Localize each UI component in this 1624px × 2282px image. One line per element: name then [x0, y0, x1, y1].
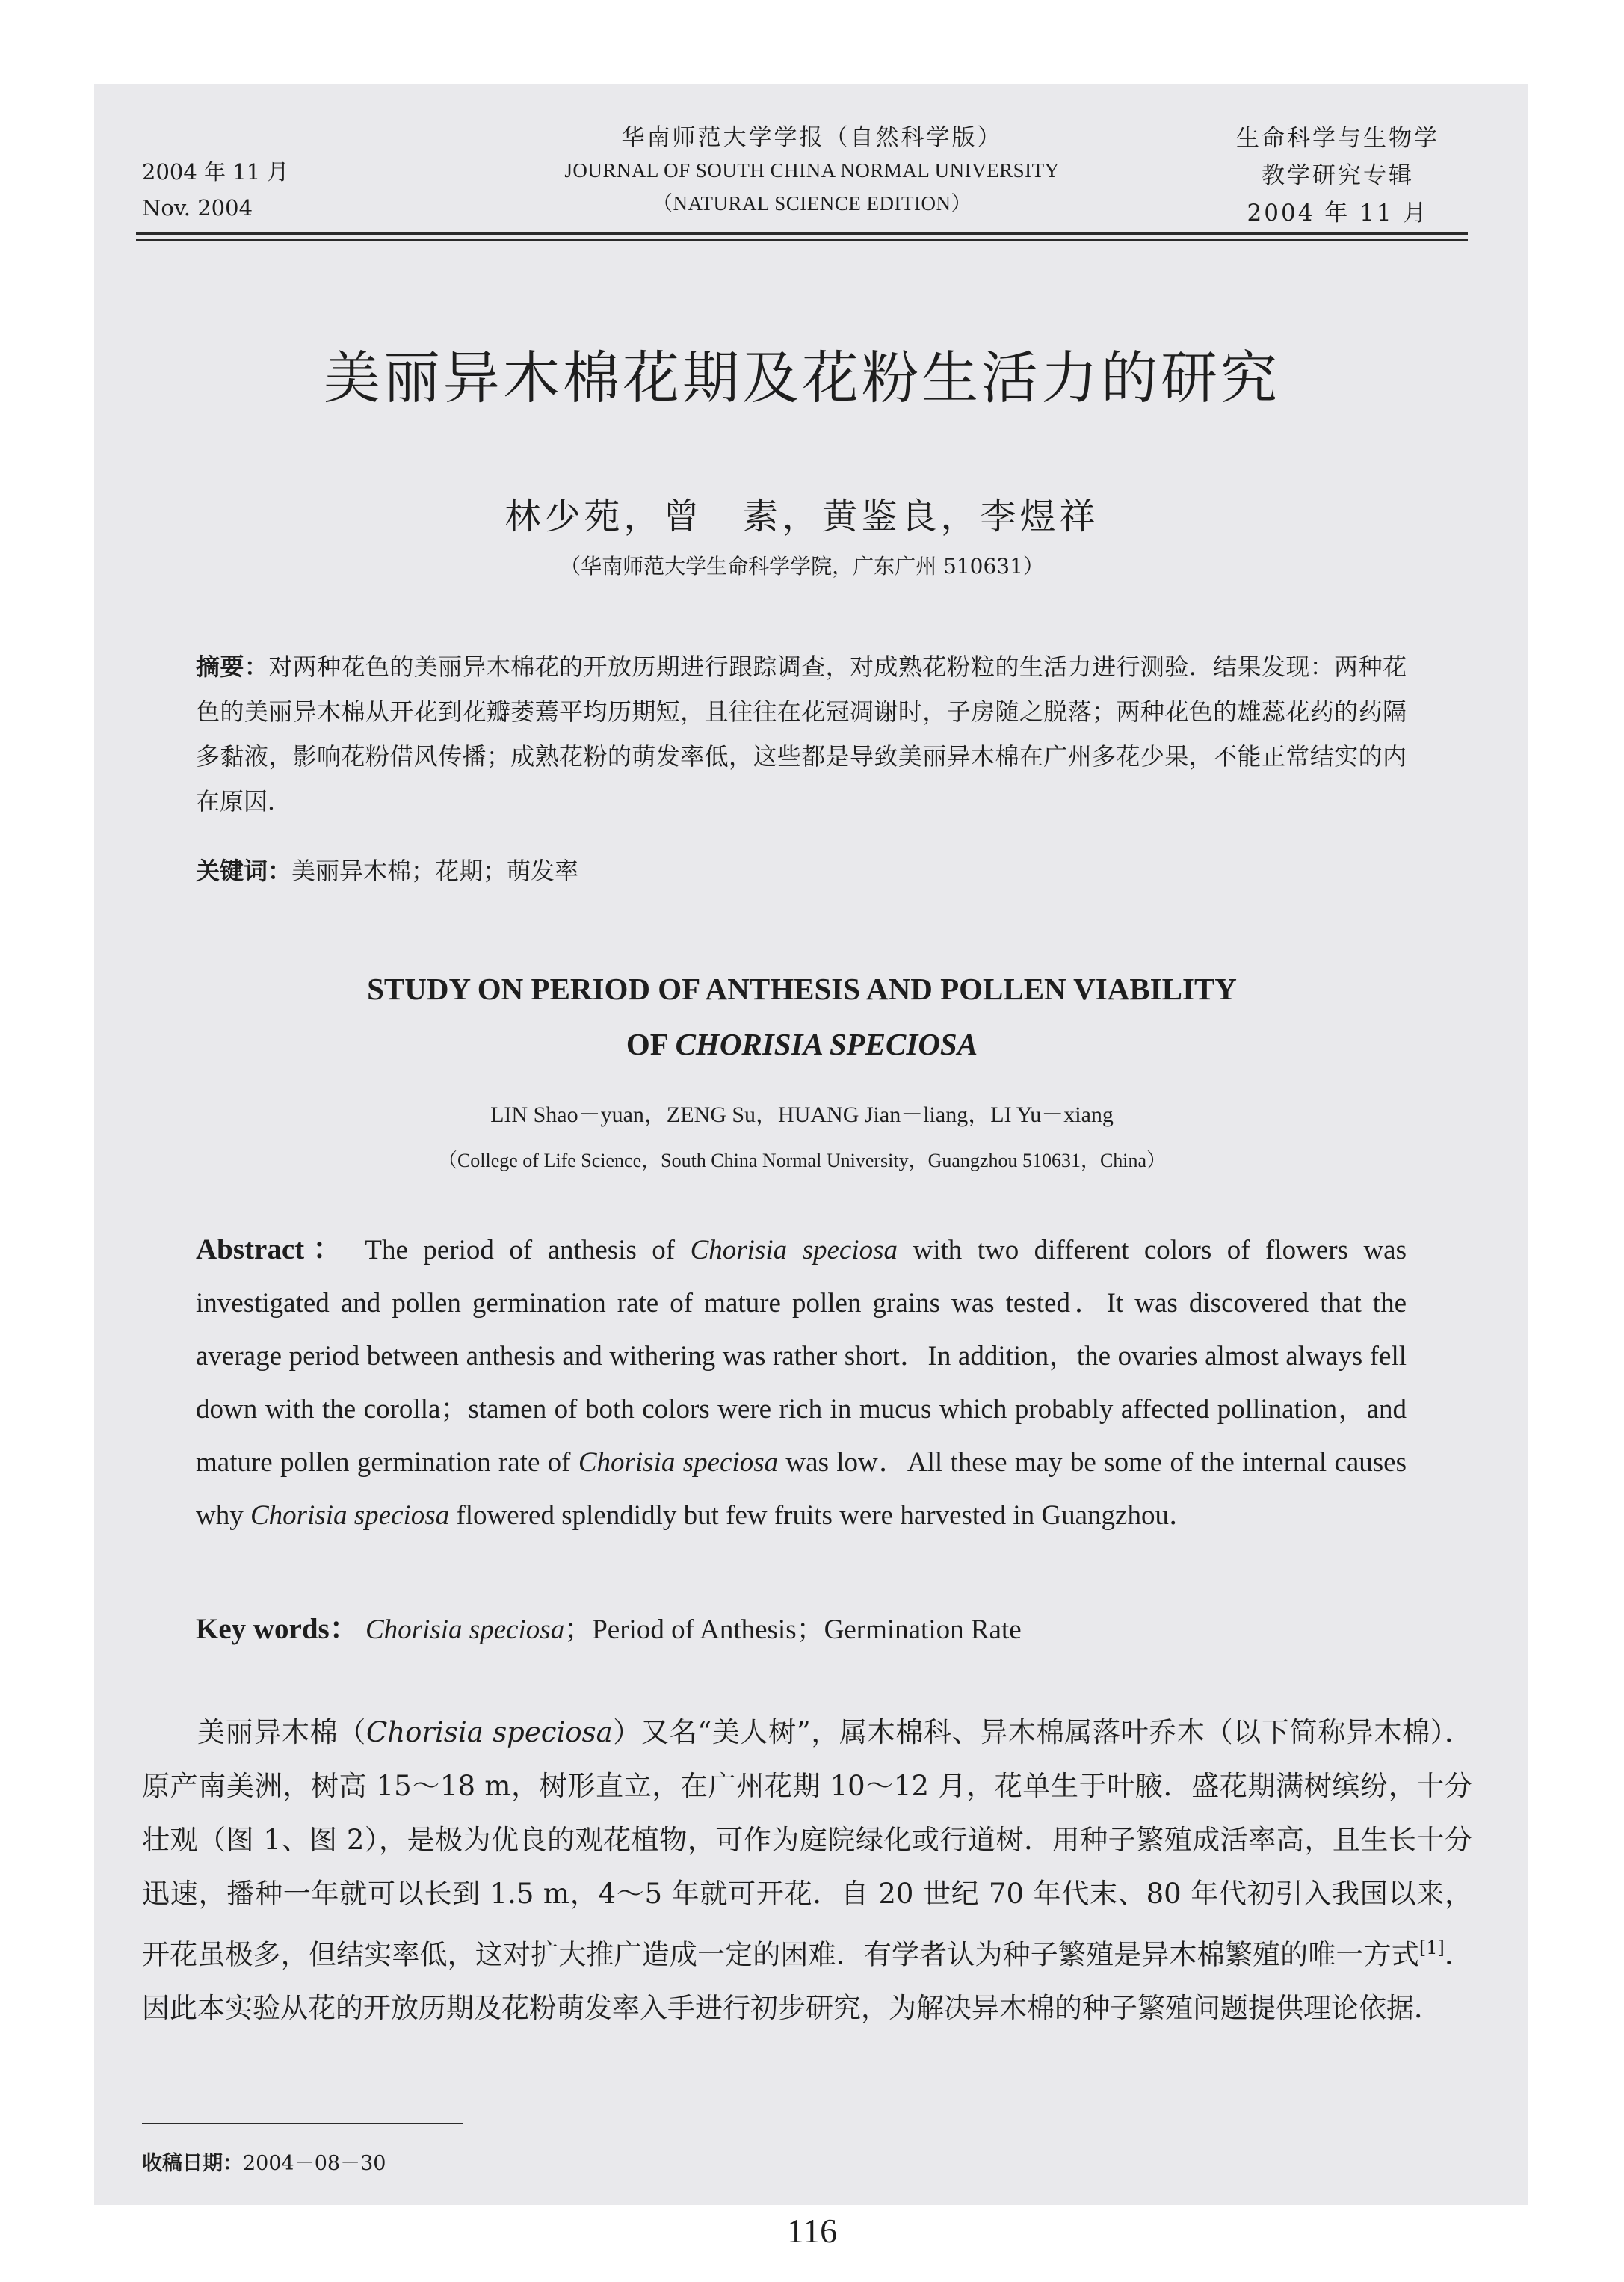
title-en-species: CHORISIA SPECIOSA — [675, 1027, 978, 1061]
intro-species: Chorisia speciosa — [365, 1716, 613, 1748]
intro-text-3: ．因此本实验从花的开放历期及花粉萌发率入手进行初步研究，为解决异木棉的种子繁殖问题提供理论依据． — [142, 1938, 1473, 2025]
abstract-en-text-4: flowered splendidly but few fruits were harvested in Guangzhou． — [449, 1500, 1197, 1531]
page-number: 116 — [786, 2212, 838, 2250]
issue-line-2: 教学研究专辑 — [1262, 162, 1414, 189]
keywords-en-species: Chorisia speciosa — [365, 1615, 565, 1645]
abstract-en — [196, 1223, 1407, 1542]
title-en-prefix: OF — [626, 1027, 676, 1061]
header-issue — [1196, 120, 1480, 232]
abstract-en-text-1: The period of anthesis of — [350, 1235, 691, 1265]
received-value: 2004－08－30 — [243, 2152, 386, 2175]
abstract-cn-label: 摘要： — [196, 653, 269, 681]
header-rule-thin — [136, 239, 1468, 241]
abstract-en-species-3: Chorisia speciosa — [250, 1500, 450, 1531]
abstract-en-label: Abstract： — [196, 1233, 351, 1265]
authors-en: LIN Shao－yuan，ZENG Su，HUANG Jian－liang，LI Yu－xiang — [490, 1103, 1114, 1127]
keywords-cn — [196, 852, 1407, 886]
header-journal — [419, 121, 1205, 220]
received-label: 收稿日期： — [142, 2152, 243, 2175]
affiliation-en: （College of Life Science，South China Normal University，Guangzhou 510631，China） — [437, 1150, 1167, 1171]
header-date-en: Nov. 2004 — [142, 195, 253, 221]
abstract-cn — [196, 644, 1407, 824]
abstract-cn-text: 对两种花色的美丽异木棉花的开放历期进行跟踪调查，对成熟花粉粒的生活力进行测验．结果发现：两种花色的美丽异木棉从开花到花瓣萎蔫平均历期短，且往往在花冠凋谢时，子房随之脱落；两种花色的雄蕊花药的药隔多黏液，影响花粉借风传播；成熟花粉的萌发率低，这些都是导致美丽异木棉在广州多花少果，不能正常结实的内在原因． — [196, 653, 1407, 815]
journal-edition-en: （NATURAL SCIENCE EDITION） — [652, 192, 972, 215]
paper-title-cn: 美丽异木棉花期及花粉生活力的研究 — [324, 345, 1280, 411]
affiliation-cn: （华南师范大学生命科学学院，广东广州 510631） — [560, 554, 1044, 579]
intro-citation: [1] — [1418, 1937, 1445, 1958]
journal-name-en: JOURNAL OF SOUTH CHINA NORMAL UNIVERSITY — [564, 159, 1060, 182]
keywords-en-label: Key words： — [196, 1613, 359, 1645]
abstract-en-text-3: was low．All these may be some of the internal causes why — [196, 1447, 1407, 1531]
keywords-cn-text: 美丽异木棉；花期；萌发率 — [291, 857, 579, 885]
abstract-en-species-1: Chorisia speciosa — [690, 1235, 898, 1265]
authors-cn: 林少苑，曾 素，黄鉴良，李煜祥 — [504, 496, 1099, 537]
journal-name-cn: 华南师范大学学报（自然科学版） — [621, 124, 1003, 151]
issue-line-3: 2004 年 11 月 — [1247, 200, 1429, 226]
paper-title-en-line2 — [136, 1017, 1468, 1072]
header-date-cn: 2004 年 11 月 — [142, 159, 289, 185]
intro-paragraph — [142, 1706, 1472, 2035]
keywords-en-rest: ；Period of Anthesis；Germination Rate — [564, 1615, 1022, 1645]
received-date — [142, 2147, 386, 2176]
paper-title-en-line1: STUDY ON PERIOD OF ANTHESIS AND POLLEN VIABILITY — [367, 972, 1237, 1006]
header-rule-thick — [136, 232, 1468, 235]
intro-text-1: 美丽异木棉（ — [197, 1716, 366, 1748]
intro-text-2: ）又名“美人树”，属木棉科、异木棉属落叶乔木（以下简称异木棉）．原产南美洲，树高 15～18 m，树形直立，在广州花期 10～12 月，花单生于叶腋．盛花期满树缤纷，十分壮观（图 1、图 2），是极为优良的观花植物，可作为庭院绿化或行道树．用种子繁殖成活率高，且生长十分迅速，播种一年就可以长到 1.5 m，4～5 年就可开花．自 20 世纪 70 年代末、80 年代初引入我国以来，开花虽极多，但结实率低，这对扩大推广造成一定的困难．有学者认为种子繁殖是异木棉繁殖的唯一方式 — [142, 1716, 1472, 1971]
issue-line-1: 生命科学与生物学 — [1236, 125, 1439, 152]
abstract-en-species-2: Chorisia speciosa — [578, 1447, 779, 1478]
paper-title-en — [136, 961, 1468, 1072]
footnote-rule — [142, 2123, 463, 2124]
keywords-en — [196, 1606, 1407, 1647]
header-date — [142, 154, 288, 226]
keywords-cn-label: 关键词： — [196, 857, 292, 885]
abstract-en-text-2: with two different colors of flowers was investigated and pollen germination rate of mature pollen grains was tested．It was discovered that the average period between anthesis and withering was rather short．In addition，the ovaries almost always fell down with the corolla；stamen of both colors were rich in mucus which probably affected pollination，and mature pollen germination rate of — [196, 1235, 1407, 1478]
